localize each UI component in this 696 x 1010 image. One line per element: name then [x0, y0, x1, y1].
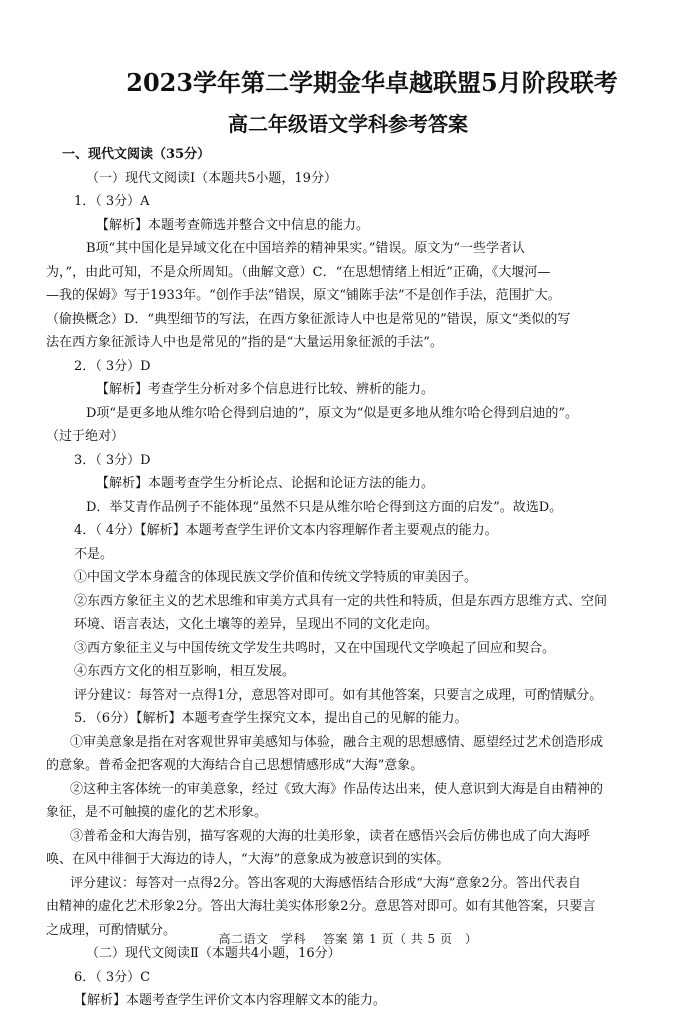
text-line: 由精神的虚化艺术形象2分。答出大海壮美实体形象2分。意思答对即可。如有其他答案，只要言: [46, 899, 596, 914]
text-line: B项“其中国化是异域文化在中国培养的精神果实。”错误。原文为“一些学者认: [86, 241, 525, 256]
text-line: 【解析】本题考查筛选并整合文中信息的能力。: [96, 217, 370, 233]
text-line: ①中国文学本身蕴含的体现民族文学价值和传统文学特质的审美因子。: [74, 570, 478, 585]
text-line: ④东西方文化的相互影响，相互发展。: [74, 664, 296, 679]
text-line: 一、现代文阅读（35分）: [62, 147, 211, 162]
text-line: 2．（ 3分）D: [74, 358, 151, 374]
text-line: 的意象。普希金把客观的大海结合自己思想情感形成“大海”意象。: [46, 758, 424, 773]
text-line: 4．（ 4分）【解析】本题考查学生评价文本内容理解作者主要观点的能力。: [74, 523, 498, 538]
text-line: 评分建议：每答对一点得1分，意思答对即可。如有其他答案，只要言之成理，可酌情赋分。: [74, 687, 603, 703]
document-title: 2023学年第二学期金华卓越联盟5月阶段联考: [126, 68, 618, 97]
text-line: （过于绝对）: [46, 429, 125, 444]
text-line: ②这种主客体统一的审美意象，经过《致大海》作品传达出来，使人意识到大海是自由精神的: [70, 781, 604, 797]
text-line: 6．（ 3分）C: [74, 969, 151, 985]
text-line: 之成理，可酌情赋分。: [46, 922, 177, 938]
text-line: ③西方象征主义与中国传统文学发生共鸣时，又在中国现代文学唤起了回应和契合。: [74, 640, 556, 656]
text-line: 3．（ 3分）D: [74, 452, 151, 468]
document-subtitle: 高二年级语文学科参考答案: [228, 112, 468, 136]
page-footer: 高二语文 学科 答案 第 1 页（ 共 5 页 ）: [218, 932, 478, 946]
text-line: 5．（6分）【解析】本题考查学生探究文本，提出自己的见解的能力。: [74, 711, 468, 726]
text-line: ①审美意象是指在对客观世界审美感知与体验，融合主观的思想感情、愿望经过艺术创造形成: [70, 734, 604, 750]
text-line: 【解析】本题考查学生分析论点、论据和论证方法的能力。: [96, 476, 435, 491]
text-line: （二）现代文阅读Ⅱ（本题共4小题，16分）: [86, 946, 341, 961]
text-line: （偷换概念）D．“典型细节的写法，在西方象征派诗人中也是常见的”错误，原文“类似的写: [46, 311, 571, 327]
text-line: 评分建议：每答对一点得2分。答出客观的大海感悟结合形成“大海”意象2分。答出代表自: [70, 875, 581, 891]
text-line: 环境、语言表达，文化土壤等的差异，呈现出不同的文化走向。: [74, 617, 439, 632]
text-line: 【解析】考查学生分析对多个信息进行比较、辨析的能力。: [96, 382, 435, 397]
text-line: 1．（ 3分）A: [74, 194, 150, 209]
text-line: —我的保姆》写于1933年。“创作手法”错误，原文“铺陈手法”不是创作手法，范围扩大。: [46, 288, 561, 303]
text-line: 为，”，由此可知，不是众所周知。（曲解文意）C．“在思想情绪上相近”正确，《大堰河—: [46, 264, 551, 280]
text-line: D项“是更多地从维尔哈仑得到启迪的”，原文为“似是更多地从维尔哈仑得到启迪的”。: [86, 405, 579, 421]
text-line: 法在西方象征派诗人中也是常见的”指的是“大量运用象征派的手法”。: [46, 335, 443, 350]
text-line: （一）现代文阅读Ⅰ（本题共5小题，19分）: [86, 170, 337, 186]
text-line: 【解析】本题考查学生评价文本内容理解文本的能力。: [74, 993, 387, 1008]
text-line: D．举艾青作品例子不能体现“虽然不只是从维尔哈仑得到这方面的启发”。故选D。: [86, 499, 563, 515]
text-line: 唤、在风中徘徊于大海边的诗人，“大海”的意象成为被意识到的实体。: [46, 852, 450, 867]
text-line: ②东西方象征主义的艺术思维和审美方式具有一定的共性和特质，但是东西方思维方式、空间: [74, 593, 608, 609]
text-line: ③普希金和大海告别，描写客观的大海的壮美形象，读者在感悟兴会后仿佛也成了向大海呼: [70, 828, 591, 844]
text-line: 不是。: [74, 546, 114, 562]
text-line: 象征，是不可触摸的虚化的艺术形象。: [46, 805, 268, 820]
